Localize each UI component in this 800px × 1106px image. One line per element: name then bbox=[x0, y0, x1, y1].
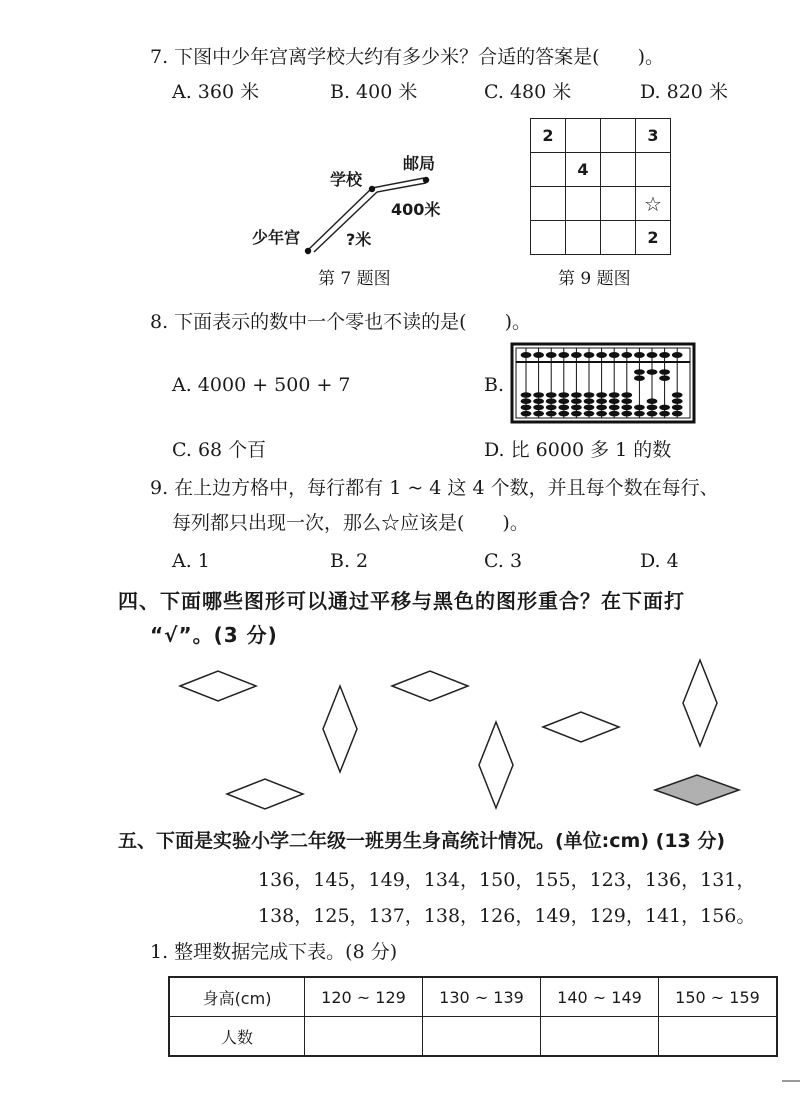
grid-cell: 2 bbox=[531, 119, 566, 153]
rhombus-shape bbox=[543, 712, 619, 742]
table-answer-cell[interactable] bbox=[541, 1017, 659, 1057]
rhombus-shape bbox=[479, 722, 513, 808]
shaded-rhombus-shape bbox=[655, 775, 739, 805]
q8-option-a: A. 4000 + 500 + 7 bbox=[172, 374, 351, 396]
q9-line1: 9. 在上边方格中，每行都有 1 ~ 4 这 4 个数，并且每个数在每行、 bbox=[150, 477, 719, 499]
star-cell: ☆ bbox=[636, 187, 671, 221]
q9-option-a: A. 1 bbox=[172, 550, 210, 572]
rhombus-shape bbox=[683, 660, 717, 746]
table-header-row bbox=[169, 977, 777, 1017]
table-header-cell: 140 ~ 149 bbox=[541, 977, 659, 1017]
school-label: 学校 bbox=[330, 170, 363, 189]
distance-400-label: 400米 bbox=[391, 200, 441, 219]
table-header-cell: 120 ~ 129 bbox=[305, 977, 423, 1017]
q8-option-c: C. 68 个百 bbox=[172, 439, 267, 461]
table-answer-cell[interactable] bbox=[305, 1017, 423, 1057]
grid-cell: 3 bbox=[636, 119, 671, 153]
section5-subquestion1: 1. 整理数据完成下表。(8 分) bbox=[150, 941, 398, 963]
section4-heading-line2: “√”。(3 分) bbox=[150, 623, 278, 647]
rhombus-shape bbox=[323, 686, 357, 772]
table-header-cell: 150 ~ 159 bbox=[659, 977, 778, 1017]
table-row bbox=[169, 1017, 777, 1057]
height-data-line2: 138，125，137，138，126，149，129，141，156。 bbox=[258, 905, 756, 927]
table-answer-cell[interactable] bbox=[423, 1017, 541, 1057]
table-header-cell: 130 ~ 139 bbox=[423, 977, 541, 1017]
height-frequency-table bbox=[168, 976, 778, 1057]
q9-option-b: B. 2 bbox=[330, 550, 369, 572]
q8-option-d: D. 比 6000 多 1 的数 bbox=[484, 439, 672, 461]
grid-cell: 4 bbox=[566, 153, 601, 187]
q7-option-a: A. 360 米 bbox=[172, 81, 260, 103]
table-answer-cell[interactable] bbox=[659, 1017, 778, 1057]
q9-option-d: D. 4 bbox=[640, 550, 679, 572]
q9-line2: 每列都只出现一次，那么☆应该是( )。 bbox=[172, 512, 529, 534]
q8-question: 8. 下面表示的数中一个零也不读的是( )。 bbox=[150, 311, 531, 333]
page-edge-mark bbox=[782, 1080, 800, 1082]
q7-figure-caption: 第 7 题图 bbox=[318, 269, 391, 289]
distance-unknown-label: ?米 bbox=[346, 230, 372, 249]
q8-option-b-label: B. bbox=[484, 374, 505, 396]
youth-palace-label: 少年宫 bbox=[252, 228, 301, 247]
q9-option-c: C. 3 bbox=[484, 550, 523, 572]
section4-heading-line1: 四、下面哪些图形可以通过平移与黑色的图形重合？在下面打 bbox=[118, 589, 685, 613]
q7-option-c: C. 480 米 bbox=[484, 81, 572, 103]
table-header-cell: 身高(cm) bbox=[169, 977, 305, 1017]
section5-heading: 五、下面是实验小学二年级一班男生身高统计情况。(单位:cm) (13 分) bbox=[118, 830, 726, 852]
height-data-line1: 136，145，149，134，150，155，123，136，131， bbox=[258, 869, 756, 891]
rhombus-shape bbox=[180, 671, 256, 701]
rhombus-shape bbox=[227, 779, 303, 809]
q7-option-d: D. 820 米 bbox=[640, 81, 728, 103]
rhombus-shape bbox=[392, 671, 468, 701]
table-row-label: 人数 bbox=[169, 1017, 305, 1057]
q7-option-b: B. 400 米 bbox=[330, 81, 418, 103]
post-office-label: 邮局 bbox=[403, 154, 436, 173]
grid-cell: 2 bbox=[636, 221, 671, 255]
q9-figure-caption: 第 9 题图 bbox=[558, 269, 631, 289]
q7-question: 7. 下图中少年宫离学校大约有多少米？合适的答案是( )。 bbox=[150, 46, 664, 68]
